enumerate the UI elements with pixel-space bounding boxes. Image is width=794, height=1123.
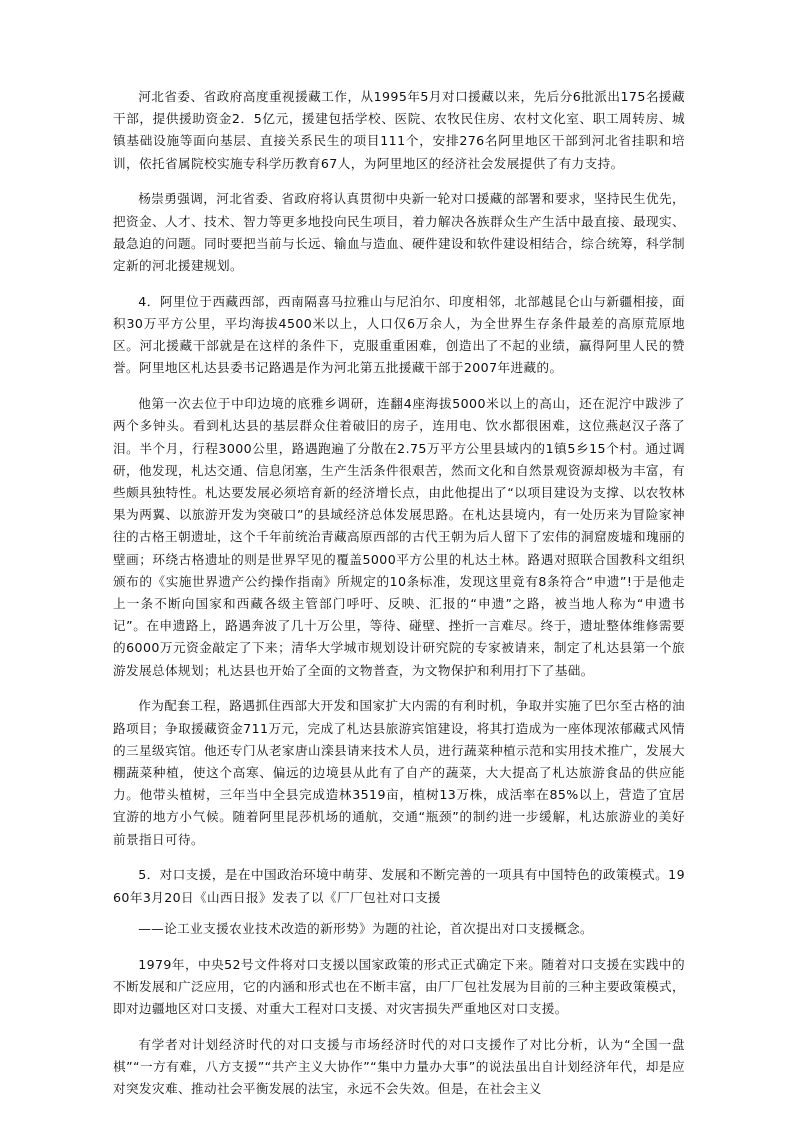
paragraph-ali-region: 4．阿里位于西藏西部，西南隔喜马拉雅山与尼泊尔、印度相邻，北部越昆仑山与新疆相接，面积30万平方公里，平均海拔4500米以上，人口仅6万余人，为全世界生存条件最差的高原荒原地区。河北援藏干部就是在这样的条件下，克服重重困难，创造出了不起的业绩，赢得阿里人民的赞誉。阿里地区札达县委书记路遇是作为河北第五批援藏干部于2007年进藏的。 xyxy=(113,293,685,376)
document-page xyxy=(113,86,685,1114)
paragraph-counterpart-support-origin: 5．对口支援，是在中国政治环境中萌芽、发展和不断完善的一项具有中国特色的政策模式。1960年3月20日《山西日报》发表了以《厂厂包社对口支援 xyxy=(113,867,685,905)
paragraph-luyu-survey: 他第一次去位于中印边境的底雅乡调研，连翻4座海拔5000米以上的高山，还在泥泞中跋涉了两个多钟头。看到札达县的基层群众住着破旧的房子，连用电、饮水都很困难，这位燕赵汉子落了泪。半个月，行程3000公里，路遇跑遍了分散在2.75万平方公里县域内的1镇5乡15个村。通过调研，他发现，札达交通、信息闭塞，生产生活条件很艰苦，然而文化和自然景观资源却极为丰富，有些颇具独特性。札达要发展必须培育新的经济增长点，由此他提出了“以项目建设为支撑、以农牧林果为两翼、以旅游开发为突破口”的县域经济总体发展思路。在札达县境内，有一处历来为冒险家神往的古格王朝遗址，这个千年前统治青藏高原西部的古代王朝为后人留下了宏伟的洞窟废墟和瑰丽的壁画；环绕古格遗址的则是世界罕见的覆盖5000平方公里的札达土林。路遇对照联合国教科文组织颁布的《实施世界遗产公约操作指南》所规定的10条标准，发现这里竟有8条符合“申遗”!于是他走上一条不断向国家和西藏各级主管部门呼吁、反映、汇报的“申遗”之路，被当地人称为“申遗书记”。在申遗路上，路遇奔波了几十万公里，等待、碰壁、挫折一言难尽。终于，遗址整体维修需要的6000万元资金敲定了下来；清华大学城市规划设计研究院的专家被请来，制定了札达县第一个旅游发展总体规划；札达县也开始了全面的文物普查，为文物保护和利用打下了基础。 xyxy=(113,396,685,678)
paragraph-scholar-analysis: 有学者对计划经济时代的对口支援与市场经济时代的对口支援作了对比分析，认为“全国一盘棋”“一方有难，八方支援”“共产主义大协作”“集中力量办大事”的说法虽出自计划经济年代，却是应对突发灾难、推动社会平衡发展的法宝，永远不会失效。但是，在社会主义 xyxy=(113,1036,685,1097)
paragraph-supporting-projects: 作为配套工程，路遇抓住西部大开发和国家扩大内需的有利时机，争取并实施了巴尔至古格的油路项目；争取援藏资金711万元，完成了札达县旅游宾馆建设，将其打造成为一座体现浓郁藏式风情的三星级宾馆。他还专门从老家唐山滦县请来技术人员，进行蔬菜种植示范和实用技术推广，发展大棚蔬菜种植，使这个高寒、偏远的边境县从此有了自产的蔬菜，大大提高了札达旅游食品的供应能力。他带头植树，三年当中全县完成造林3519亩，植树13万株，成活率在85%以上，营造了宜居宜游的地方小气候。随着阿里昆莎机场的通航，交通“瓶颈”的制约进一步缓解，札达旅游业的美好前景指日可待。 xyxy=(113,698,685,847)
paragraph-yang-chongyong: 杨崇勇强调，河北省委、省政府将认真贯彻中央新一轮对口援藏的部署和要求，坚持民生优先，把资金、人才、技术、智力等更多地投向民生项目，着力解决各族群众生产生活中最直接、最现实、最急迫的问题。同时要把当前与长远、输血与造血、硬件建设和软件建设相结合，综合统筹，科学制定新的河北援建规划。 xyxy=(113,191,685,274)
paragraph-policy-1979: 1979年，中央52号文件将对口支援以国家政策的形式正式确定下来。随着对口支援在实践中的不断发展和广泛应用，它的内涵和形式也在不断丰富，由厂厂包社发展为目前的三种主要政策模式，即对边疆地区对口支援、对重大工程对口支援、对灾害损失严重地区对口支援。 xyxy=(113,956,685,1017)
paragraph-editorial-subtitle: ——论工业支援农业技术改造的新形势》为题的社论，首次提出对口支援概念。 xyxy=(138,920,593,936)
paragraph-hebei-aid-summary: 河北省委、省政府高度重视援藏工作，从1995年5月对口援藏以来，先后分6批派出175名援藏干部，提供援助资金2．5亿元，援建包括学校、医院、农牧民住房、农村文化室、职工周转房、城镇基础设施等面向基层、直接关系民生的项目111个，安排276名阿里地区干部到河北省挂职和培训，依托省属院校实施专科学历教育67人，为阿里地区的经济社会发展提供了有力支持。 xyxy=(113,89,685,171)
